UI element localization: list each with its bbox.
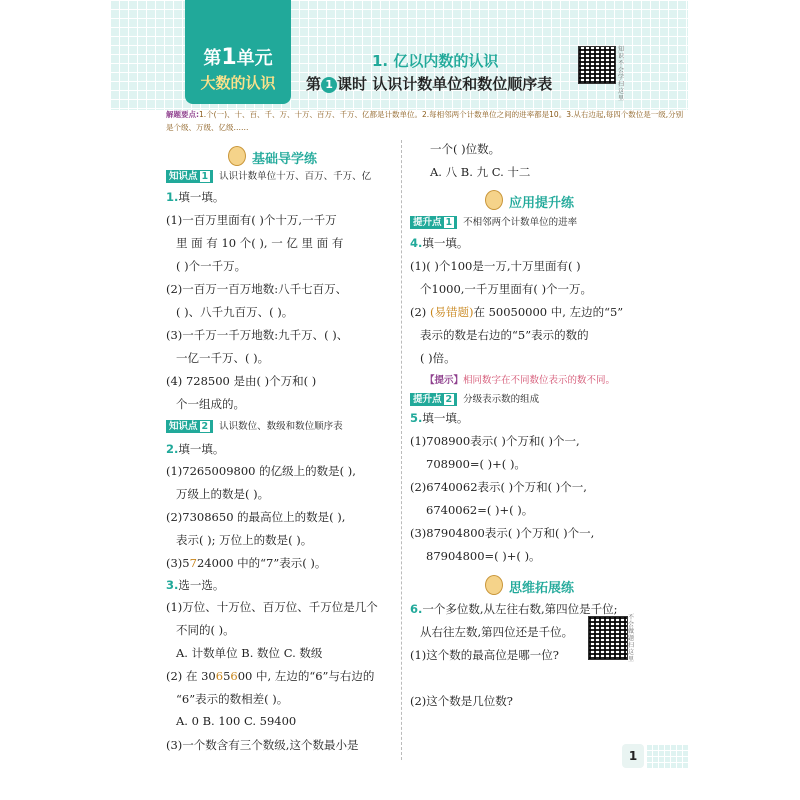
q1-3-line-a: (3)一千万一千万地数:九千万、( )、 <box>166 328 349 342</box>
q5-3-line-a: (3)87904800表示( )个万和( )个一, <box>410 526 595 540</box>
unit-badge <box>185 0 291 104</box>
knowledge-point-1: 知识点 1 认识计数单位十万、百万、千万、亿 <box>166 168 371 182</box>
q4-2-line-c: ( )倍。 <box>420 351 456 365</box>
q5-2-line-a: (2)6740062表示( )个万和( )个一, <box>410 480 587 494</box>
q5-1-line-b: 708900=( )+( )。 <box>426 457 526 471</box>
q5-2-line-b: 6740062=( )+( )。 <box>426 503 534 517</box>
q3-1-options: A. 计数单位 B. 数位 C. 数级 <box>176 646 323 660</box>
question-3-title: 3.选一选。 <box>166 578 225 592</box>
unit-topic: 大数的认识 <box>200 74 276 92</box>
unit-number-line: 第1单元 <box>203 45 273 70</box>
mascot-icon <box>485 190 503 210</box>
column-divider <box>401 140 402 760</box>
q1-1-line-a: (1)一百万里面有( )个十万,一千万 <box>166 213 337 227</box>
q2-3-line: (3)5724000 中的“7”表示( )。 <box>166 556 327 570</box>
hint-note: 【提示】相同数字在不同数位表示的数不同。 <box>425 375 616 386</box>
key-points: 解题要点:1.个(一)、十、百、千、万、十万、百万、千万、亿都是计数单位。2.每相邻两个计数单位之间的进率都是10。3.从右边起,每四个数位是一级,分别是个级、万级、亿级…… <box>166 110 684 132</box>
question-6-line-a: 6.一个多位数,从左往右数,第四位是千位; <box>410 602 618 616</box>
q1-4-line-a: (4) 728500 是由( )个万和( ) <box>166 374 317 388</box>
q3-3-line-a: (3)一个数含有三个数级,这个数最小是 <box>166 738 359 752</box>
question-6-line-b: 从右往左数,第四位还是千位。 <box>420 625 574 639</box>
mascot-icon <box>228 146 246 166</box>
q2-1-line-a: (1)7265009800 的亿级上的数是( ), <box>166 464 356 478</box>
q3-2-options: A. 0 B. 100 C. 59400 <box>176 714 297 728</box>
q1-2-line-a: (2)一百万一百万地数:八千七百万、 <box>166 282 348 296</box>
lesson-number-circle: 1 <box>321 77 337 93</box>
q3-3-options: A. 八 B. 九 C. 十二 <box>430 165 531 179</box>
q1-1-line-c: ( )个一千万。 <box>176 259 247 273</box>
qr-caption: 知识不会学扫这里 <box>618 46 625 102</box>
question-5-title: 5.填一填。 <box>410 411 469 425</box>
question-1-title: 1.填一填。 <box>166 190 225 204</box>
q4-1-line-b: 个1000,一千万里面有( )个一万。 <box>420 282 593 296</box>
q5-3-line-b: 87904800=( )+( )。 <box>426 549 541 563</box>
band-thinking-extension: 思维拓展练 <box>485 575 574 596</box>
question-4-title: 4.填一填。 <box>410 236 469 250</box>
q1-2-line-b: ( )、八千九百万、( )。 <box>176 305 294 319</box>
improvement-point-2: 提升点 2 分级表示数的组成 <box>410 391 539 405</box>
q1-3-line-b: 一亿一千万、( )。 <box>176 351 270 365</box>
improvement-point-1: 提升点 1 不相邻两个计数单位的进率 <box>410 214 577 228</box>
q1-1-line-b: 里 面 有 10 个( ), 一 亿 里 面 有 <box>176 236 344 250</box>
q1-4-line-b: 个一组成的。 <box>176 397 245 411</box>
q2-2-line-b: 表示( ); 万位上的数是( )。 <box>176 533 313 547</box>
qr-code-icon[interactable] <box>588 616 628 660</box>
qr-caption: 不会做题扫这里 <box>628 614 635 663</box>
q2-2-line-a: (2)7308650 的最高位上的数是( ), <box>166 510 346 524</box>
q3-3-line-b: 一个( )位数。 <box>430 142 501 156</box>
q4-2-line-a: (2) (易错题)在 50050000 中, 左边的“5” <box>410 305 624 319</box>
band-application-practice: 应用提升练 <box>485 190 574 211</box>
lesson-title: 第 1 课时 认识计数单位和数位顺序表 <box>306 75 553 93</box>
q3-1-line-b: 不同的( )。 <box>176 623 235 637</box>
knowledge-point-2: 知识点 2 认识数位、数级和数位顺序表 <box>166 418 343 432</box>
band-basic-practice: 基础导学练 <box>228 146 317 167</box>
q3-2-line-b: “6”表示的数相差( )。 <box>176 692 289 706</box>
section-title: 1. 亿以内数的认识 <box>372 52 499 70</box>
mascot-icon <box>485 575 503 595</box>
q6-2-line: (2)这个数是几位数? <box>410 694 513 708</box>
q2-1-line-b: 万级上的数是( )。 <box>176 487 270 501</box>
q5-1-line-a: (1)708900表示( )个万和( )个一, <box>410 434 580 448</box>
q4-2-line-b: 表示的数是右边的“5”表示的数的 <box>420 328 589 342</box>
question-2-title: 2.填一填。 <box>166 442 225 456</box>
q3-1-line-a: (1)万位、十万位、百万位、千万位是几个 <box>166 600 378 614</box>
q6-1-line: (1)这个数的最高位是哪一位? <box>410 648 559 662</box>
page-number: 1 <box>622 744 644 768</box>
q3-2-line-a: (2) 在 3065600 中, 左边的“6”与右边的 <box>166 669 375 683</box>
error-prone-tag: (易错题) <box>429 305 474 319</box>
workbook-page <box>110 0 688 800</box>
q4-1-line-a: (1)( )个100是一万,十万里面有( ) <box>410 259 581 273</box>
footer-grid-strip <box>646 744 688 768</box>
qr-code-icon[interactable] <box>578 46 616 84</box>
